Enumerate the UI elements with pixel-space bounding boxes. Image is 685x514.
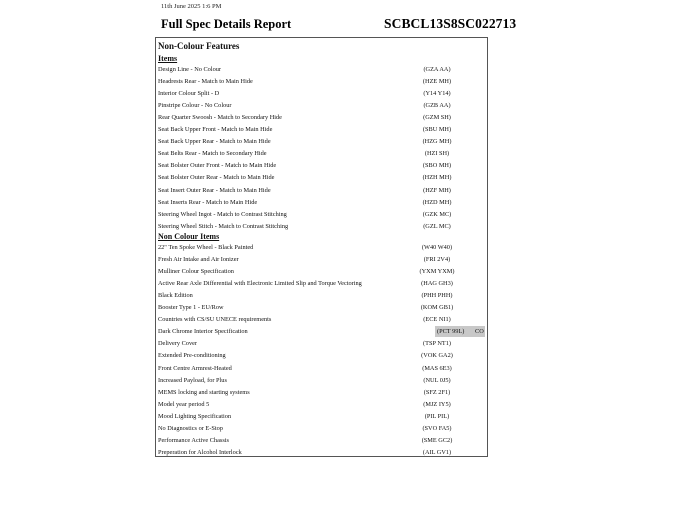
feature-label: Active Rear Axle Differential with Electronic Limited Slip and Torque Vectoring: [158, 280, 362, 288]
items-header: Items: [158, 54, 178, 63]
feature-code: (HZD MH): [422, 198, 452, 206]
features-table: [155, 37, 488, 457]
feature-row: [158, 76, 485, 87]
feature-row: [158, 338, 485, 349]
feature-code: (HZF MH): [423, 186, 451, 194]
feature-label: Seat Inserts Rear - Match to Main Hide: [158, 198, 258, 206]
feature-label: Countries with CS/SU UNECE requirements: [158, 316, 272, 324]
feature-label: Interior Colour Split - D: [158, 90, 220, 98]
report-title: Full Spec Details Report: [161, 17, 292, 31]
feature-label: Preperation for Alcohol Interlock: [158, 448, 242, 456]
feature-code: (ECE NI1): [423, 316, 451, 324]
feature-label: Steering Wheel Ingot - Match to Contrast Stitching: [158, 210, 287, 218]
feature-code: (MAS 6E3): [422, 364, 452, 372]
feature-label: 22" Ten Spoke Wheel - Black Painted: [158, 244, 254, 251]
feature-row: [158, 350, 485, 361]
feature-code: (SVO FA5): [422, 424, 452, 432]
feature-label: Design Line - No Colour: [158, 66, 221, 73]
feature-label: Headrests Rear - Match to Main Hide: [158, 78, 253, 86]
feature-code: (GZK MC): [422, 210, 452, 218]
feature-label: Extended Pre-conditioning: [158, 352, 226, 360]
feature-code: (PHH PHH): [421, 292, 453, 300]
feature-code: (HZG MH): [422, 138, 452, 146]
feature-row: [158, 375, 485, 386]
feature-code: (FRI 2V4): [423, 256, 451, 264]
feature-row: [158, 185, 485, 196]
feature-label: Fresh Air Intake and Air Ionizer: [158, 256, 239, 264]
feature-label: Seat Bolster Outer Front - Match to Main Hide: [158, 162, 277, 170]
feature-row: [158, 242, 485, 253]
feature-row: [158, 423, 485, 434]
feature-row: [158, 387, 485, 398]
feature-row: [158, 266, 485, 277]
vin-number: SCBCL13S8SC022713: [384, 16, 517, 31]
feature-row: [158, 314, 485, 325]
feature-row: [158, 197, 485, 208]
feature-label: Booster Type 1 - EU/Row: [158, 304, 224, 312]
feature-row: [158, 399, 485, 410]
feature-code: (KOM GB1): [420, 304, 454, 312]
feature-row: [158, 209, 485, 220]
feature-code: (HZE MH): [422, 78, 452, 86]
feature-code: (SFZ 2F1): [423, 388, 451, 396]
feature-code: (NUL 0J5): [423, 376, 451, 384]
section-title: Non-Colour Features: [158, 41, 240, 51]
feature-code: (TSP NT1): [423, 340, 451, 348]
feature-label: Seat Insert Outer Rear - Match to Main Hide: [158, 186, 271, 194]
feature-code: (PIL PIL): [424, 412, 450, 420]
feature-row: [158, 221, 485, 232]
feature-row: [158, 160, 485, 171]
feature-label: Performance Active Chassis: [158, 436, 229, 444]
feature-row: [158, 172, 485, 183]
feature-row: [158, 100, 485, 111]
feature-code: (HAG GH3): [421, 280, 453, 288]
feature-row: [158, 278, 485, 289]
feature-label: Model year period 5: [158, 400, 210, 408]
feature-code: (AIL GV1): [422, 448, 452, 456]
feature-label: Seat Belts Rear - Match to Secondary Hide: [158, 150, 267, 158]
feature-label: Steering Wheel Stitch - Match to Contrast Stitching: [158, 222, 289, 230]
feature-row: [158, 64, 485, 75]
report-timestamp: 11th June 2025 1:6 PM: [161, 3, 222, 10]
feature-code: (SBU MH): [422, 126, 452, 134]
feature-extra-flag: CO: [475, 328, 484, 336]
feature-label: Seat Back Upper Front - Match to Main Hide: [158, 126, 273, 134]
feature-label: Seat Back Upper Rear - Match to Main Hide: [158, 138, 271, 146]
feature-row: [158, 326, 485, 337]
feature-row: [158, 148, 485, 159]
feature-code: (MJZ IY5): [423, 400, 451, 408]
feature-row: [158, 112, 485, 123]
feature-row: [158, 447, 485, 458]
feature-label: Dark Chrome Interior Specification: [158, 328, 248, 336]
feature-code: (GZA AA): [423, 66, 451, 73]
feature-row: [158, 290, 485, 301]
feature-code: (GZM SH): [423, 114, 451, 122]
feature-row: [158, 88, 485, 99]
feature-label: Black Edition: [158, 292, 193, 300]
feature-code: (W40 W40): [421, 244, 453, 251]
feature-row: [158, 411, 485, 422]
feature-label: Increased Payload, for Plus: [158, 376, 227, 384]
feature-label: MEMS locking and starting systems: [158, 388, 250, 396]
feature-label: Mulliner Colour Specification: [158, 268, 234, 276]
non-colour-items-header: Non Colour Items: [158, 232, 220, 241]
feature-row: [158, 435, 485, 446]
feature-label: Mood Lighting Specification: [158, 412, 232, 420]
feature-code: (Y14 Y14): [423, 90, 451, 98]
feature-row: [158, 254, 485, 265]
feature-label: No Diagnostics or E-Stop: [158, 424, 223, 432]
feature-label: Seat Bolster Outer Rear - Match to Main Hide: [158, 174, 275, 182]
feature-label: Pinstripe Colour - No Colour: [158, 102, 232, 110]
feature-code: (HZI SH): [424, 150, 450, 158]
feature-label: Delivery Cover: [158, 340, 197, 348]
feature-label: Front Centre Armrest-Heated: [158, 364, 232, 372]
feature-code: (YXM YXM): [419, 268, 455, 276]
feature-label: Rear Quarter Swoosh - Match to Secondary Hide: [158, 114, 282, 122]
feature-row: [158, 363, 485, 374]
feature-row: [158, 302, 485, 313]
feature-code: (GZB AA): [423, 102, 451, 110]
feature-code: (VOK GA2): [421, 352, 453, 360]
feature-code: (GZL MC): [423, 222, 451, 230]
feature-code: (HZH MH): [422, 174, 452, 182]
feature-row: [158, 124, 485, 135]
feature-code: (PCT 99L): [435, 326, 485, 337]
feature-code: (SME GC2): [421, 436, 453, 444]
feature-code: (SBO MH): [422, 162, 452, 170]
feature-row: [158, 136, 485, 147]
